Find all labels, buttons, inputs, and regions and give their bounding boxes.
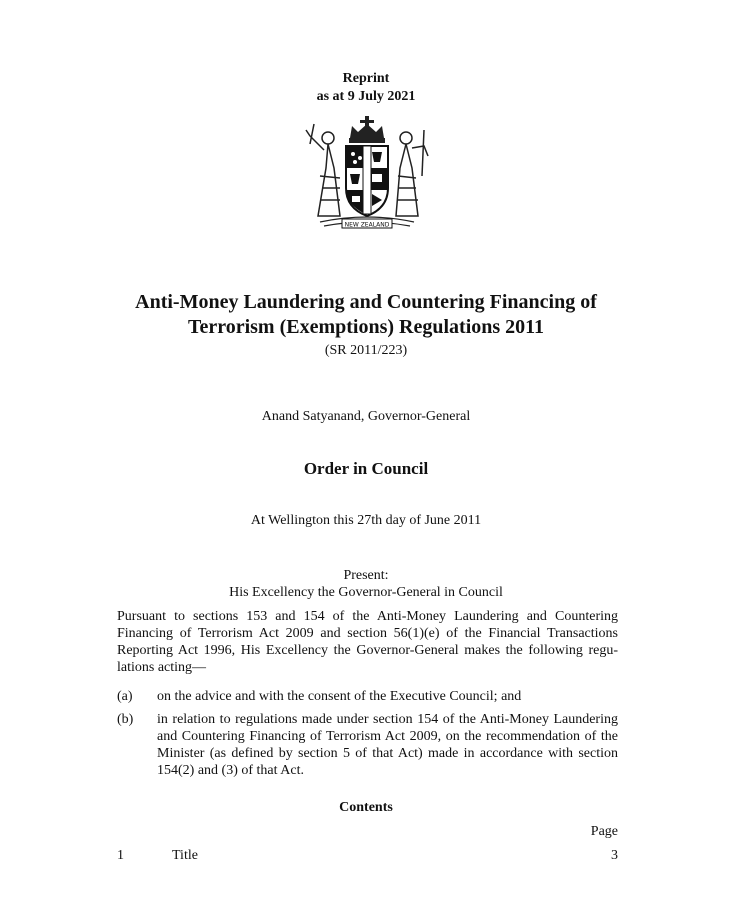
reprint-notice <box>0 70 732 106</box>
list-item-text: in relation to regulations made under section 154 of the Anti-Money Laundering and Countering Financing of Terrorism Act 2009, on the recommendation of the Minister (as defined by section 5 of that Act) made in accordance with section 154(2) and (3) of that Act. <box>157 712 618 778</box>
order-heading: Order in Council <box>303 459 429 478</box>
toc-entry-title[interactable]: Title <box>172 848 198 863</box>
present-text: His Excellency the Governor-General in Council <box>229 585 503 600</box>
crest-motto: NEW ZEALAND <box>344 221 390 229</box>
list-item <box>117 688 618 705</box>
sr-number: (SR 2011/223) <box>324 343 408 358</box>
governor-general-name: Anand Satyanand, Governor-General <box>261 409 471 424</box>
preamble-paragraph: Pursuant to sections 153 and 154 of the Anti-Money Laundering and Countering Financing of Terrorism Act 2009 and section 56(1)(e) of the Financial Transactions Reporting Act 1996, His Excellency the Governor-General makes the following regulations acting— <box>117 609 618 675</box>
list-item <box>117 711 618 779</box>
toc-entry-number: 1 <box>117 848 124 863</box>
list-item-label: (b) <box>117 712 134 727</box>
title-line-1: Anti-Money Laundering and Countering Financing of <box>135 291 597 313</box>
present-block <box>0 567 732 601</box>
list-item-label: (a) <box>117 689 133 704</box>
page-column-label: Page <box>590 824 618 839</box>
place-and-date: At Wellington this 27th day of June 2011 <box>250 513 482 528</box>
contents-heading: Contents <box>339 800 393 815</box>
list-item-text: on the advice and with the consent of the Executive Council; and <box>157 689 522 704</box>
title-line-2: Terrorism (Exemptions) Regulations 2011 <box>187 316 545 338</box>
document-title <box>0 290 732 340</box>
reprint-label: Reprint <box>342 71 390 86</box>
reprint-date: as at 9 July 2021 <box>316 89 416 104</box>
coat-of-arms-icon <box>300 116 434 236</box>
present-label: Present: <box>343 568 389 583</box>
toc-entry-page: 3 <box>611 848 618 863</box>
